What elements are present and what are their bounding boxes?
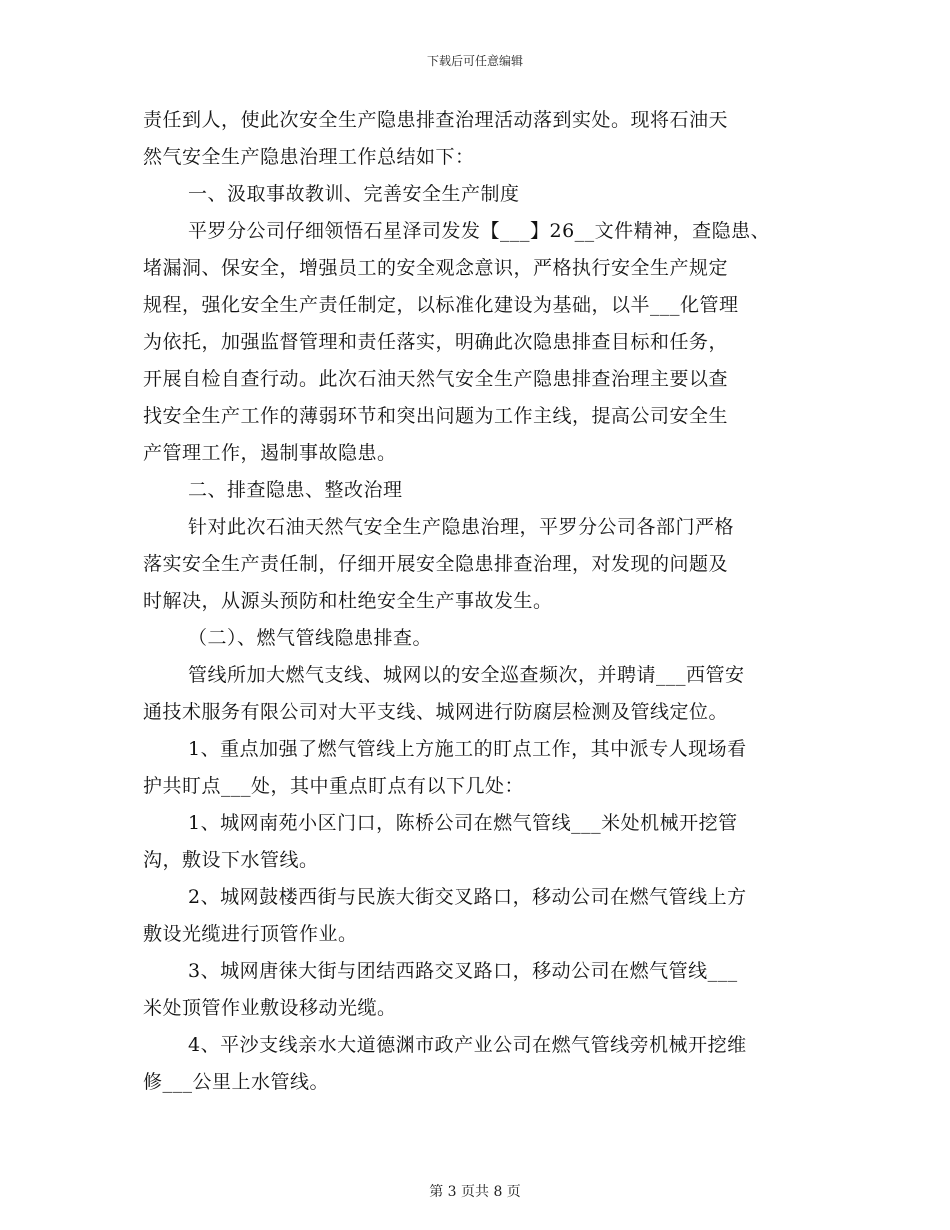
text-line: 敷设光缆进行顶管作业。 bbox=[143, 923, 358, 945]
text-line: 沟，敷设下水管线。 bbox=[143, 849, 319, 871]
text-line: 平罗分公司仔细领悟石星泽司发发【___】26__文件精神，查隐患、 bbox=[188, 220, 771, 242]
text-line: 通技术服务有限公司对大平支线、城网进行防腐层检测及管线定位。 bbox=[143, 701, 729, 723]
text-line: 针对此次石油天然气安全生产隐患治理，平罗分公司各部门严格 bbox=[188, 516, 735, 538]
text-line: 时解决，从源头预防和杜绝安全生产事故发生。 bbox=[143, 590, 553, 612]
text-line: 为依托，加强监督管理和责任落实，明确此次隐患排查目标和任务， bbox=[143, 331, 729, 353]
text-line: 修___公里上水管线。 bbox=[143, 1071, 330, 1093]
text-line: 落实安全生产责任制，仔细开展安全隐患排查治理，对发现的问题及 bbox=[143, 553, 729, 575]
text-line: 然气安全生产隐患治理工作总结如下： bbox=[143, 146, 475, 168]
page-footer: 第 3 页共 8 页 bbox=[429, 1184, 521, 1200]
document-body bbox=[143, 102, 823, 1101]
text-line: （二）、燃气管线隐患排查。 bbox=[188, 627, 433, 649]
text-line: 找安全生产工作的薄弱环节和突出问题为工作主线，提高公司安全生 bbox=[143, 405, 729, 427]
text-line: 4、平沙支线亲水大道德渊市政产业公司在燃气管线旁机械开挖维 bbox=[188, 1034, 747, 1056]
page-header: 下载后可任意编辑 bbox=[426, 54, 523, 68]
text-line: 规程，强化安全生产责任制定，以标准化建设为基础，以半___化管理 bbox=[143, 294, 739, 316]
text-line: 开展自检自查行动。此次石油天然气安全生产隐患排查治理主要以查 bbox=[143, 368, 729, 390]
text-line: 1、重点加强了燃气管线上方施工的盯点工作，其中派专人现场看 bbox=[188, 738, 747, 760]
text-line: 产管理工作，遏制事故隐患。 bbox=[143, 442, 397, 464]
text-line: 3、城网唐徕大街与团结西路交叉路口，移动公司在燃气管线___ bbox=[188, 960, 738, 982]
text-line: 护共盯点___处，其中重点盯点有以下几处： bbox=[143, 775, 525, 797]
text-line: 一、汲取事故教训、完善安全生产制度 bbox=[188, 183, 520, 205]
text-line: 责任到人，使此次安全生产隐患排查治理活动落到实处。现将石油天 bbox=[143, 109, 729, 131]
text-line: 管线所加大燃气支线、城网以的安全巡查频次，并聘请___西管安 bbox=[188, 664, 745, 686]
text-line: 堵漏洞、保安全，增强员工的安全观念意识，严格执行安全生产规定 bbox=[143, 257, 729, 279]
text-line: 2、城网鼓楼西街与民族大街交叉路口，移动公司在燃气管线上方 bbox=[188, 886, 747, 908]
text-line: 二、排查隐患、整改治理 bbox=[188, 479, 403, 501]
text-line: 1、城网南苑小区门口，陈桥公司在燃气管线___米处机械开挖管 bbox=[188, 812, 738, 834]
text-line: 米处顶管作业敷设移动光缆。 bbox=[143, 997, 397, 1019]
